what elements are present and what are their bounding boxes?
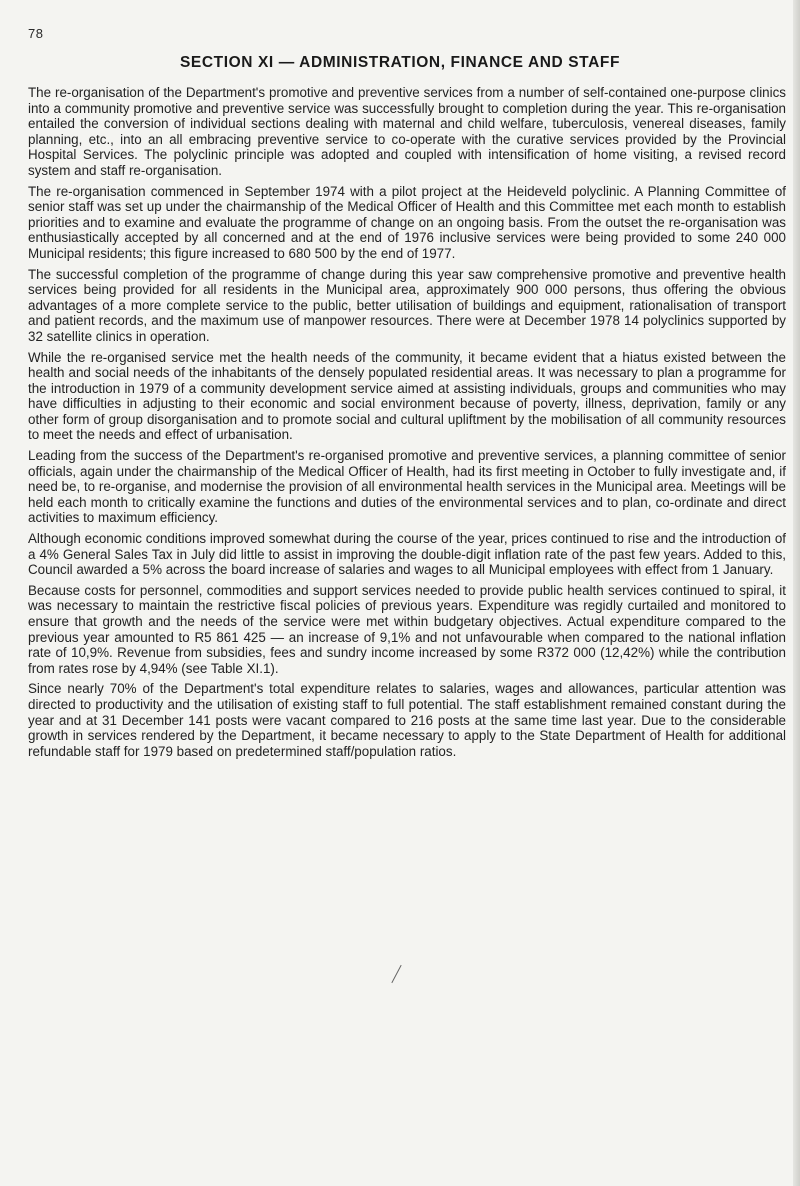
body-text [28,85,786,764]
section-title: SECTION XI — ADMINISTRATION, FINANCE AND STAFF [179,54,621,71]
paragraph-staff: Since nearly 70% of the Department's total expenditure relates to salaries, wages and allowances, particular attention was directed to productivity and the utilisation of existing staff to full potential. The staff establishment remained constant during the year and at 31 December 141 posts were vacant compared to 216 posts at the same time last year. Due to the considerable growth in services rendered by the Department, it became necessary to apply to the State Department of Health for additional refundable staff for 1979 based on predetermined staff/population ratios. [28,681,786,759]
paragraph-reorganisation: The re-organisation of the Department's promotive and preventive services from a number of self-contained one-purpose clinics into a community promotive and preventive service was successfully brought to completion during the year. This re-organisation entailed the conversion of individual sections dealing with maternal and child welfare, tuberculosis, venereal diseases, family planning, etc., into an all embracing preventive service to co-operate with the curative services provided by the Provincial Hospital Services. The polyclinic principle was adopted and coupled with intensification of home visiting, a revised record system and staff re-organisation. [28,85,786,178]
page-edge-shadow [793,0,800,1186]
paragraph-environmental-services: Leading from the success of the Department's re-organised promotive and preventive services, a planning committee of senior officials, again under the chairmanship of the Medical Officer of Health, had its first meeting in October to fully investigate and, if need be, to re-organise, and modernise the provision of all environmental health services in the Municipal area. Meetings will be held each month to critically examine the functions and duties of the environmental services and to plan, co-ordinate and direct activities to maximum efficiency. [28,448,786,526]
paragraph-pilot-project: The re-organisation commenced in September 1974 with a pilot project at the Heideveld polyclinic. A Planning Committee of senior staff was set up under the chairmanship of the Medical Officer of Health and this Committee met each month to establish priorities and to examine and evaluate the programme of change on an ongoing basis. From the outset the re-organisation was enthusiastically accepted by all concerned and at the end of 1976 inclusive services were being provided to some 240 000 Municipal residents; this figure increased to 680 500 by the end of 1977. [28,183,786,261]
stray-pen-mark [391,965,401,983]
page-number: 78 [28,26,44,41]
paragraph-community-development: While the re-organised service met the health needs of the community, it became evident that a hiatus existed between the health and social needs of the inhabitants of the densely populated residential areas. It was necessary to plan a programme for the introduction in 1979 of a community development service aimed at assisting individuals, groups and communities who may have difficulties in adjusting to their economic and social environment because of poverty, illness, deprivation, family or any other form of group disorganisation and to promote social and cultural upliftment by the mobilisation of all community resources to meet the needs and effect of urbanisation. [28,349,786,443]
paragraph-expenditure: Because costs for personnel, commodities and support services needed to provide public health services continued to spiral, it was necessary to maintain the restrictive fiscal policies of previous years. Expenditure was regidly curtailed and monitored to ensure that growth and the needs of the service were met within budgetary objectives. Actual expenditure compared to the previous year amounted to R5 861 425 — an increase of 9,1% and not unfavourable when compared to the national inflation rate of 10,9%. Revenue from subsidies, fees and sundry income increased by some R372 000 (12,42%) while the contribution from rates rose by 4,94% (see Table XI.1). [28,582,786,676]
paragraph-completion: The successful completion of the programme of change during this year saw comprehensive promotive and preventive health services being provided for all residents in the Municipal area, approximately 900 000 persons, thus offering the obvious advantages of a more complete service to the public, better utilisation of buildings and equipment, rationalisation of transport and patient records, and the maximum use of manpower resources. There were at December 1978 14 polyclinics supported by 32 satellite clinics in operation. [28,266,786,344]
paragraph-economic-conditions: Although economic conditions improved somewhat during the course of the year, prices continued to rise and the introduction of a 4% General Sales Tax in July did little to assist in improving the double-digit inflation rate of the past few years. Added to this, Council awarded a 5% across the board increase of salaries and wages to all Municipal employees with effect from 1 January. [28,531,786,578]
